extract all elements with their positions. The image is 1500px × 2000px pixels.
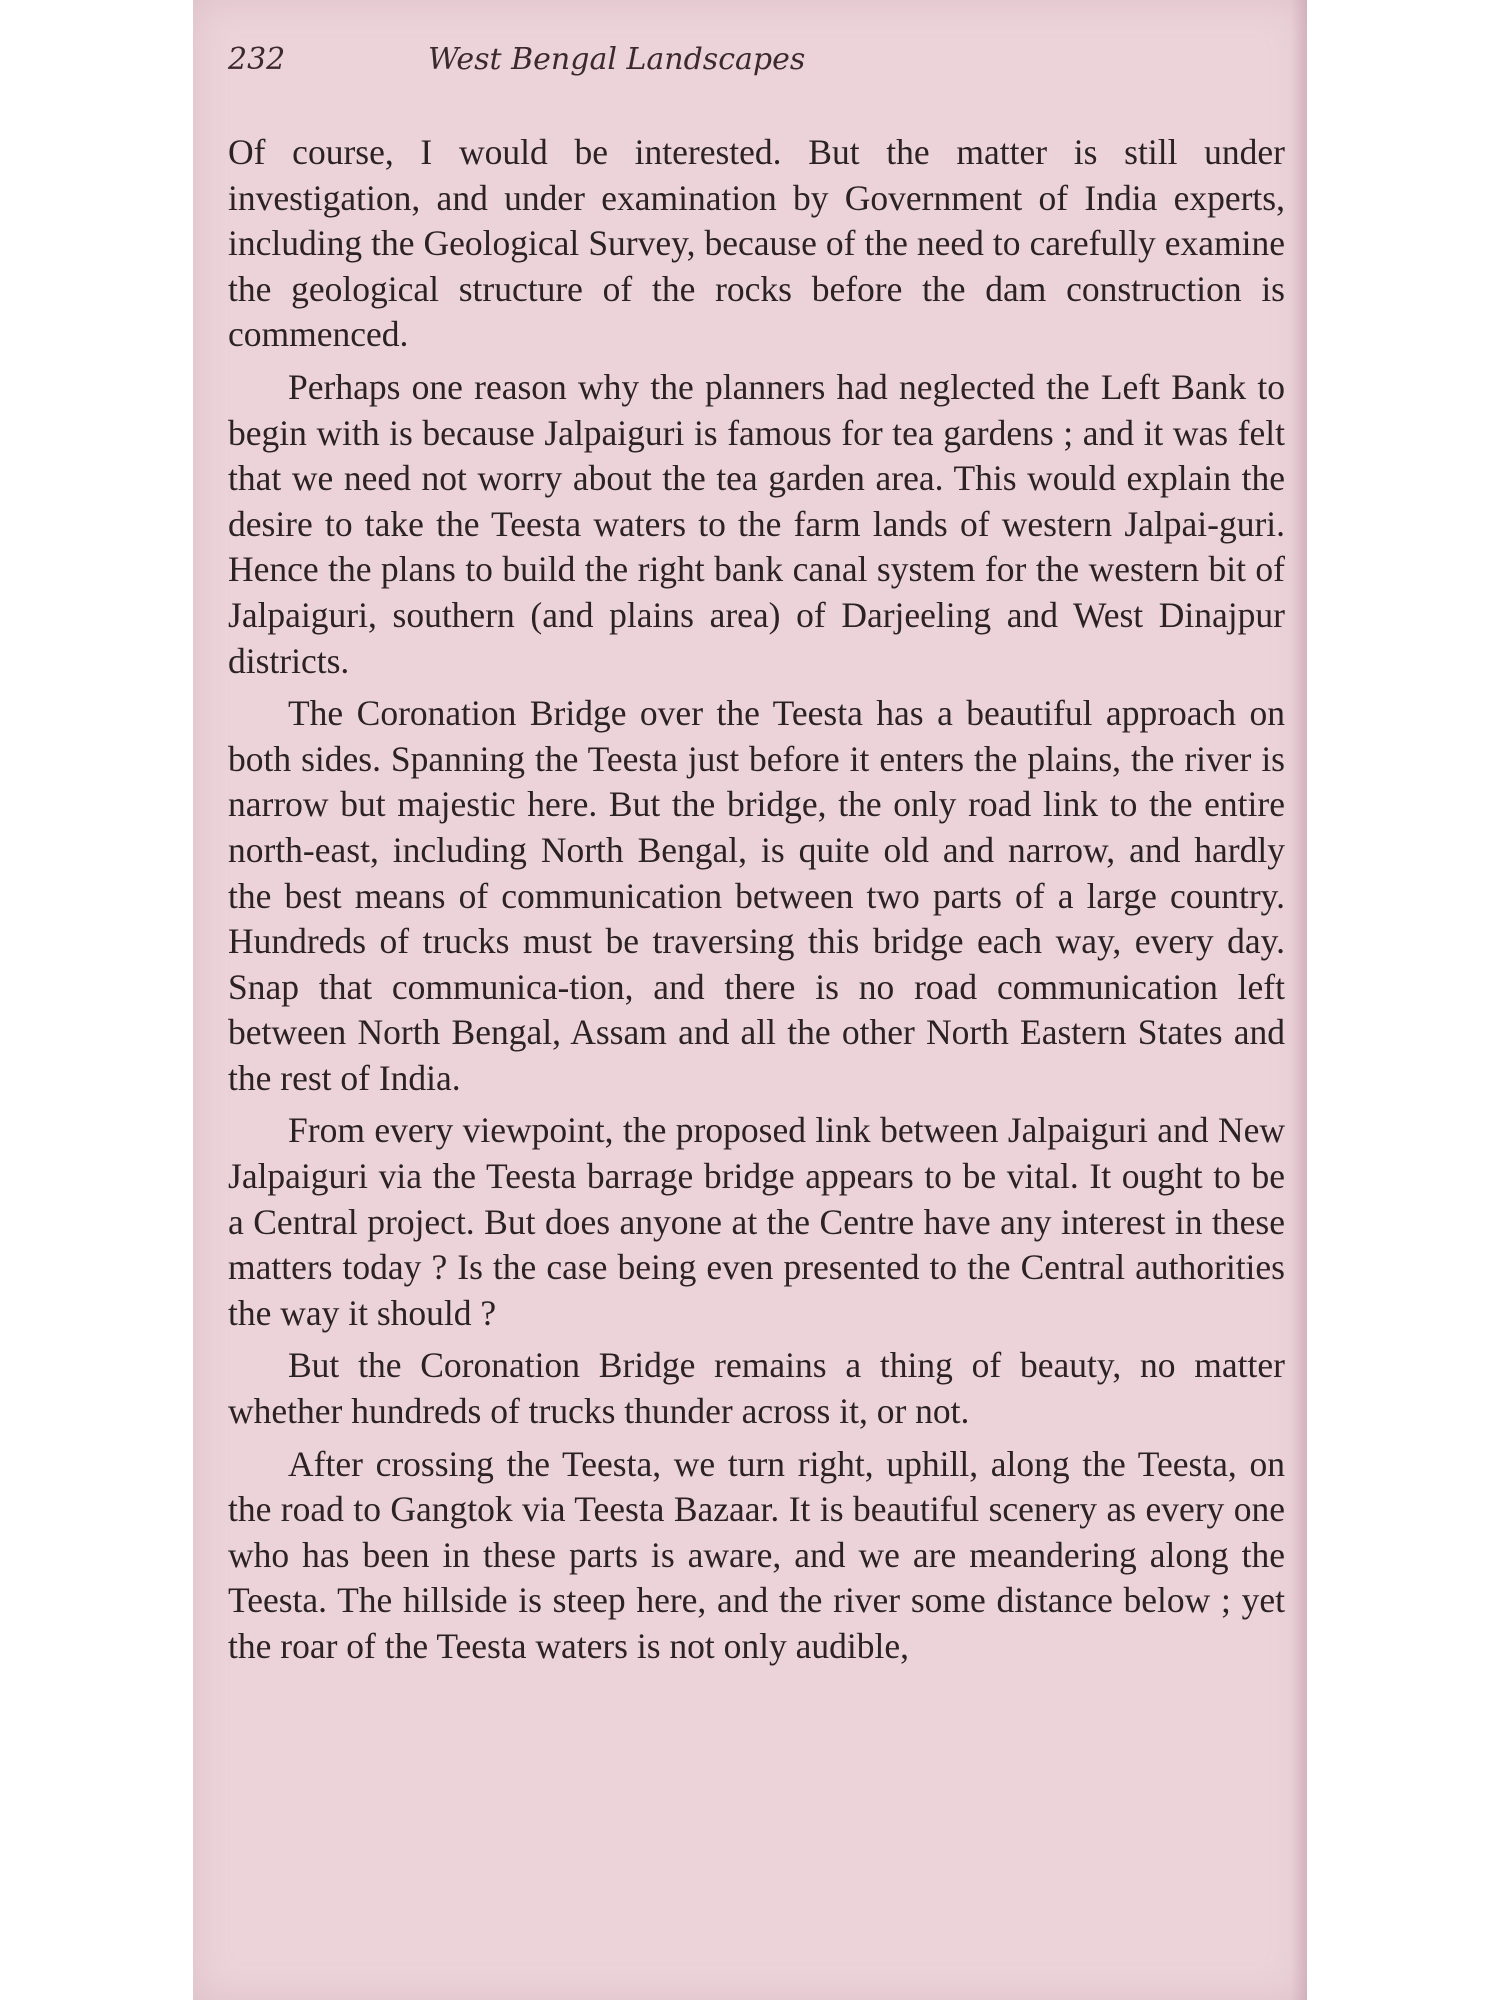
paragraph-4: From every viewpoint, the proposed link between Jalpaiguri and New Jalpaiguri via the Teesta barrage bridge appears to be vital. It ought to be a Central project. But does anyone at the Centre have any interest in these matters today ? Is the case being even presented to the Central authorities the way it should ?: [228, 1110, 1285, 1333]
paragraph-3: The Coronation Bridge over the Teesta has a beautiful approach on both sides. Spanning the Teesta just before it enters the plains, the river is narrow but majestic here. But the bridge, the only road link to the entire north-east, including North Bengal, is quite old and narrow, and hardly the best means of communication between two parts of a large country. Hundreds of trucks must be traversing this bridge each way, every day. Snap that communica-tion, and there is no road communication left between North Bengal, Assam and all the other North Eastern States and the rest of India.: [228, 693, 1285, 1098]
body-text: [228, 130, 1285, 1677]
paragraph-2: Perhaps one reason why the planners had neglected the Left Bank to begin with is because Jalpaiguri is famous for tea gardens ; and it was felt that we need not worry about the tea garden area. This would explain the desire to take the Teesta waters to the farm lands of western Jalpai-guri. Hence the plans to build the right bank canal system for the western bit of Jalpaiguri, southern (and plains area) of Darjeeling and West Dinajpur districts.: [228, 366, 1285, 681]
page-number: 232: [228, 42, 286, 77]
page-edge-shadow: [1291, 0, 1307, 2000]
book-title: West Bengal Landscapes: [428, 42, 806, 77]
book-page: [193, 0, 1307, 2000]
paragraph-1: Of course, I would be interested. But the matter is still under investigation, and under examination by Government of India experts, including the Geological Survey, because of the need to carefully examine the geological structure of the rocks before the dam construction is commenced.: [228, 132, 1285, 355]
paragraph-5: But the Coronation Bridge remains a thing of beauty, no matter whether hundreds of trucks thunder across it, or not.: [228, 1345, 1285, 1432]
paragraph-6: After crossing the Teesta, we turn right, uphill, along the Teesta, on the road to Gangtok via Teesta Bazaar. It is beautiful scenery as every one who has been in these parts is aware, and we are meandering along the Teesta. The hillside is steep here, and the river some distance below ; yet the roar of the Teesta waters is not only audible,: [228, 1443, 1285, 1666]
